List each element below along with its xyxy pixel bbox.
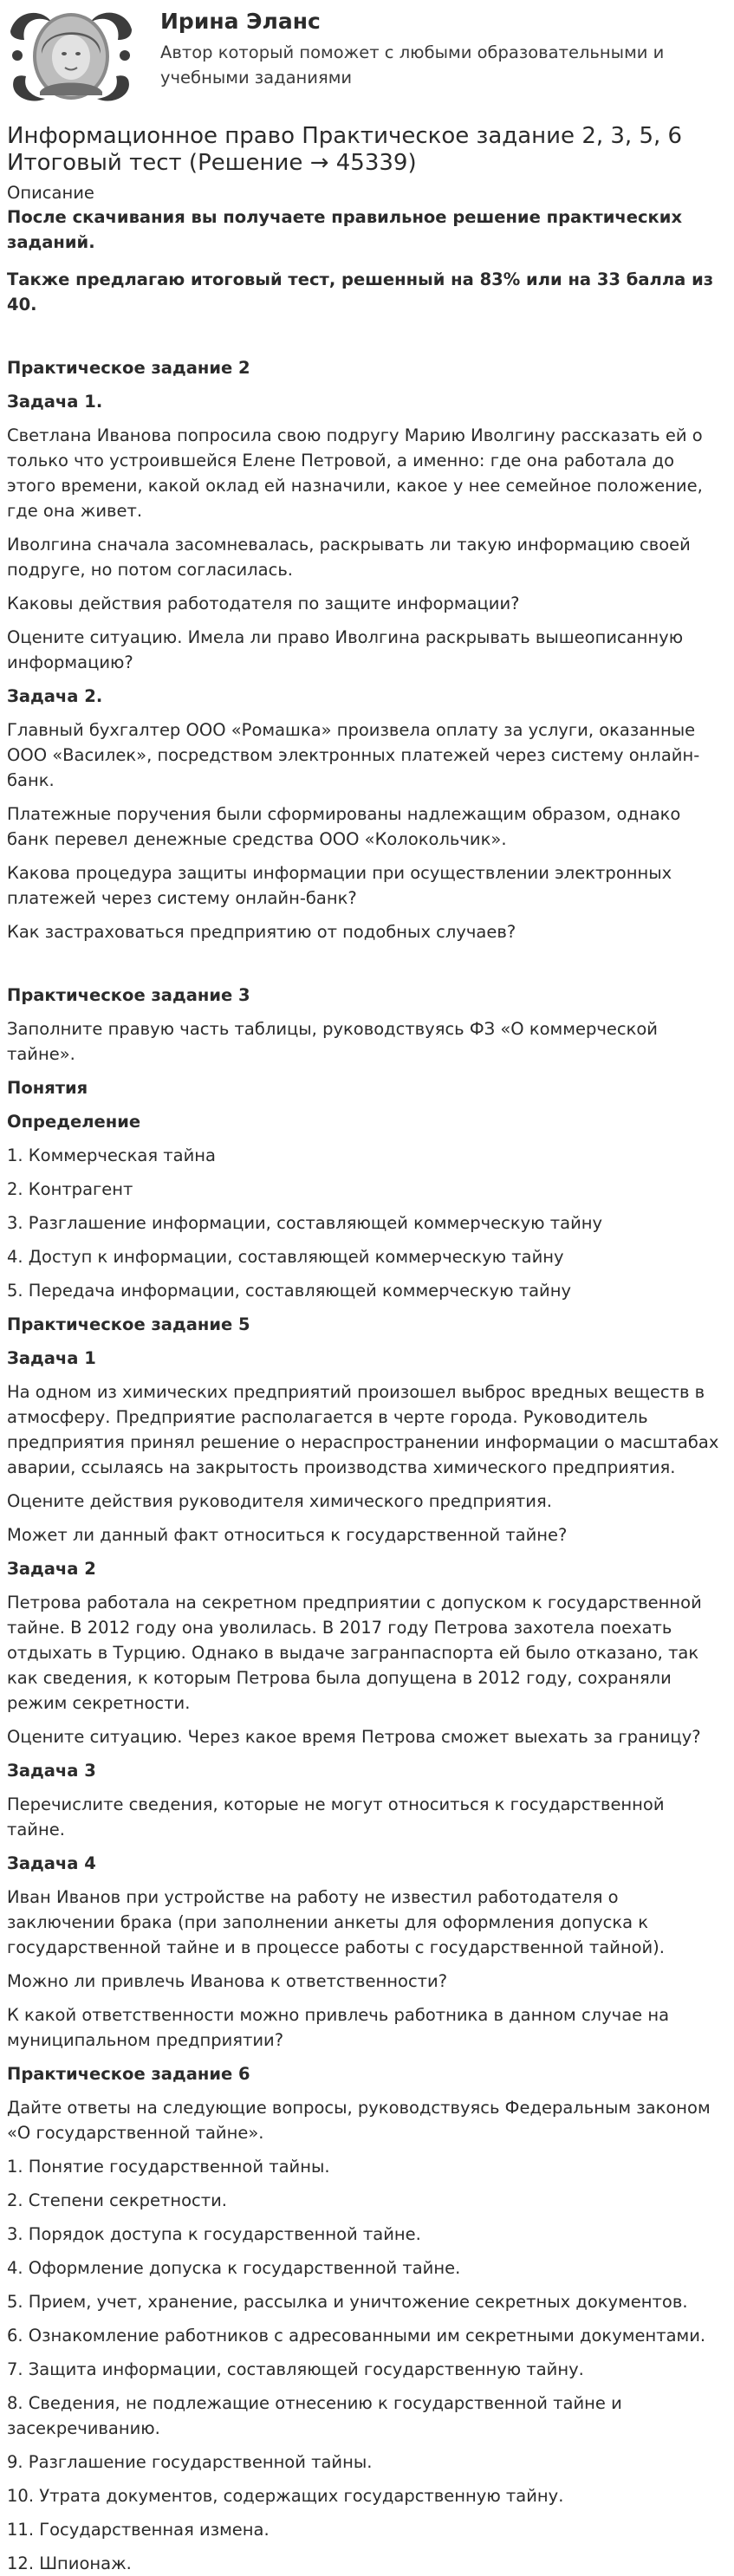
- list-item: 5. Передача информации, составляющей коммерческую тайну: [7, 1281, 571, 1301]
- author-avatar[interactable]: [7, 5, 135, 107]
- list-item: 1. Коммерческая тайна: [7, 1145, 216, 1165]
- list-item: 6. Ознакомление работников с адресованными им секретными документами.: [7, 2326, 706, 2346]
- list-item: 4. Оформление допуска к государственной тайне.: [7, 2258, 461, 2278]
- description-label: Описание: [7, 183, 94, 203]
- paragraph: Может ли данный факт относиться к государственной тайне?: [7, 1525, 568, 1545]
- paragraph: Оцените действия руководителя химического предприятия.: [7, 1491, 552, 1511]
- task-title: Задача 2.: [7, 686, 103, 706]
- task-title: Задача 1: [7, 1348, 96, 1368]
- task-title: Задача 3: [7, 1761, 96, 1781]
- author-tagline: Автор который поможет с любыми образовательными и учебными заданиями: [160, 42, 665, 88]
- paragraph: Заполните правую часть таблицы, руководствуясь ФЗ «О коммерческой тайне».: [7, 1019, 658, 1064]
- list-item: 5. Прием, учет, хранение, рассылка и уничтожение секретных документов.: [7, 2292, 688, 2312]
- paragraph: Оцените ситуацию. Имела ли право Иволгина раскрывать вышеописанную информацию?: [7, 627, 684, 672]
- list-item: 4. Доступ к информации, составляющей коммерческую тайну: [7, 1247, 564, 1267]
- author-name[interactable]: Ирина Эланс: [160, 9, 321, 34]
- author-header: [0, 0, 734, 111]
- list-item: 2. Контрагент: [7, 1179, 133, 1199]
- paragraph: Какова процедура защиты информации при осуществлении электронных платежей через систему онлайн-банк?: [7, 863, 672, 908]
- intro-paragraph: После скачивания вы получаете правильное решение практических заданий.: [7, 207, 683, 252]
- paragraph: Дайте ответы на следующие вопросы, руководствуясь Федеральным законом «О государственной тайне».: [7, 2098, 711, 2143]
- list-item: 3. Разглашение информации, составляющей коммерческую тайну: [7, 1213, 603, 1233]
- list-item: 11. Государственная измена.: [7, 2520, 270, 2540]
- section-title-pz6: Практическое задание 6: [7, 2064, 250, 2084]
- section-title-pz2: Практическое задание 2: [7, 358, 250, 378]
- paragraph: К какой ответственности можно привлечь работника в данном случае на муниципальном предприятии?: [7, 2005, 670, 2050]
- paragraph: Каковы действия работодателя по защите информации?: [7, 594, 520, 613]
- paragraph: На одном из химических предприятий произошел выброс вредных веществ в атмосферу. Предприятие располагается в черте города. Руководитель предприятия принял решение о нераспространении информации о масштабах аварии, ссылаясь на закрытость производства химического предприятия.: [7, 1382, 719, 1477]
- intro: [7, 204, 725, 317]
- paragraph: Иван Иванов при устройстве на работу не известил работодателя о заключении брака (при заполнении анкеты для оформления допуска к государственной тайне и в процессе работы с государственной тайной).: [7, 1887, 665, 1957]
- paragraph: Оцените ситуацию. Через какое время Петрова сможет выехать за границу?: [7, 1727, 701, 1747]
- list-item: 7. Защита информации, составляющей государственную тайну.: [7, 2359, 584, 2379]
- intro-paragraph: Также предлагаю итоговый тест, решенный на 83% или на 33 балла из 40.: [7, 269, 714, 315]
- task-title: Задача 2: [7, 1559, 96, 1579]
- section-title-pz5: Практическое задание 5: [7, 1314, 250, 1334]
- paragraph: Петрова работала на секретном предприятии с допуском к государственной тайне. В 2012 году она уволилась. В 2017 году Петрова захотела поехать отдыхать в Турцию. Однако в выдаче загранпаспорта ей было отказано, так как сведения, к которым Петрова была допущена в 2012 году, сохраняли режим секретности.: [7, 1593, 702, 1713]
- paragraph: Главный бухгалтер ООО «Ромашка» произвела оплату за услуги, оказанные ООО «Василек», посредством электронных платежей через систему онлайн-банк.: [7, 720, 700, 790]
- table-header-concepts: Понятия: [7, 1078, 88, 1098]
- list-item: 1. Понятие государственной тайны.: [7, 2157, 330, 2177]
- list-item: 3. Порядок доступа к государственной тайне.: [7, 2224, 421, 2244]
- list-item: 12. Шпионаж.: [7, 2553, 132, 2573]
- paragraph: Светлана Иванова попросила свою подругу Марию Иволгину рассказать ей о только что устроившейся Елене Петровой, а именно: где она работала до этого времени, какой оклад ей назначили, какое у нее семейное положение, где она живет.: [7, 425, 703, 521]
- paragraph: Можно ли привлечь Иванова к ответственности?: [7, 1971, 448, 1991]
- table-header-definition: Определение: [7, 1112, 141, 1132]
- list-item: 8. Сведения, не подлежащие отнесению к государственной тайне и засекречиванию.: [7, 2393, 622, 2438]
- list-item: 9. Разглашение государственной тайны.: [7, 2452, 373, 2472]
- task-title: Задача 1.: [7, 392, 103, 412]
- list-item: 2. Степени секретности.: [7, 2190, 228, 2210]
- page-title: Информационное право Практическое задание 2, 3, 5, 6 Итоговый тест (Решение → 45339): [7, 123, 683, 176]
- paragraph: Платежные поручения были сформированы надлежащим образом, однако банк перевел денежные средства ООО «Колокольчик».: [7, 804, 681, 849]
- paragraph: Как застраховаться предприятию от подобных случаев?: [7, 922, 516, 942]
- description-content: [0, 182, 734, 2576]
- paragraph: Иволгина сначала засомневалась, раскрывать ли такую информацию своей подруге, но потом согласилась.: [7, 535, 691, 580]
- task-title: Задача 4: [7, 1853, 96, 1873]
- list-item: 10. Утрата документов, содержащих государственную тайну.: [7, 2486, 564, 2506]
- section-title-pz3: Практическое задание 3: [7, 985, 250, 1005]
- paragraph: Перечислите сведения, которые не могут относиться к государственной тайне.: [7, 1794, 665, 1840]
